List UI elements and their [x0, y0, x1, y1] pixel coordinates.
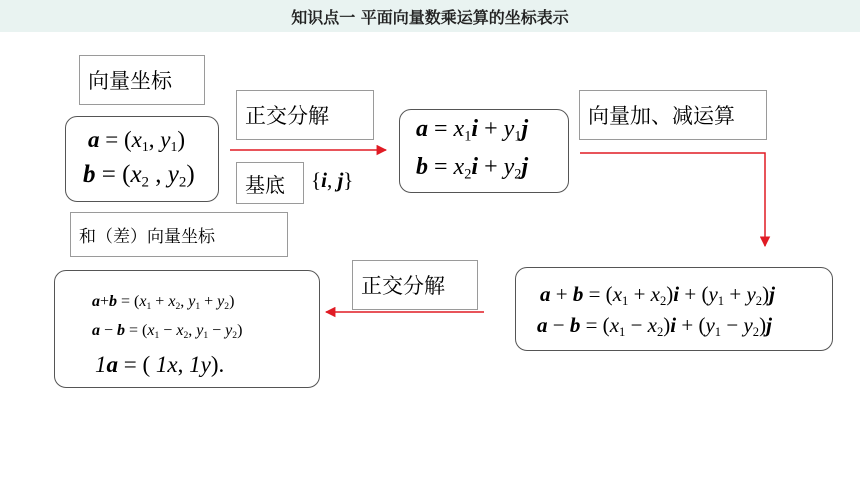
formula-sum-coordinates: $a+b = (x_1 + x_2$, $y_1 + y_2$)	[92, 293, 235, 312]
formula-difference-coordinates: $a - b = (x_1 - x_2$, $y_1 - y_2$)	[92, 322, 243, 341]
label-sum-difference-coordinates-text: 和（差）向量坐标	[79, 227, 215, 247]
arrow-to-sum-basis	[580, 153, 765, 246]
label-orthogonal-decomposition-mid-text: 正交分解	[361, 274, 445, 298]
label-vector-coordinates-text: 向量坐标	[88, 69, 172, 93]
label-basis-text: 基底	[245, 172, 285, 197]
formula-b-basis: $b = x_2i + y_2j$	[416, 154, 529, 183]
page-title: 知识点一 平面向量数乘运算的坐标表示	[291, 7, 569, 27]
formula-scalar-multiple: 1a = ( 1x, 1y).	[95, 352, 225, 377]
formula-a-basis: $a = x_1i + y_1j$	[416, 116, 529, 145]
label-orthogonal-decomposition-top-text: 正交分解	[245, 104, 329, 128]
formula-a-coordinates: $a = (x_1$, $y_1$)	[88, 127, 186, 155]
basis-set-ij: {i, j}	[311, 168, 354, 192]
formula-sum-basis: $a + b = (x_1 + x_2)i + (y_1 + y_2)j$	[540, 282, 775, 308]
label-vector-add-subtract-text: 向量加、减运算	[588, 104, 735, 128]
formula-b-coordinates: $b = (x_2$ , $y_2$)	[83, 161, 195, 191]
formula-difference-basis: $a - b = (x_1 - x_2)i + (y_1 - y_2)j$	[537, 313, 772, 339]
